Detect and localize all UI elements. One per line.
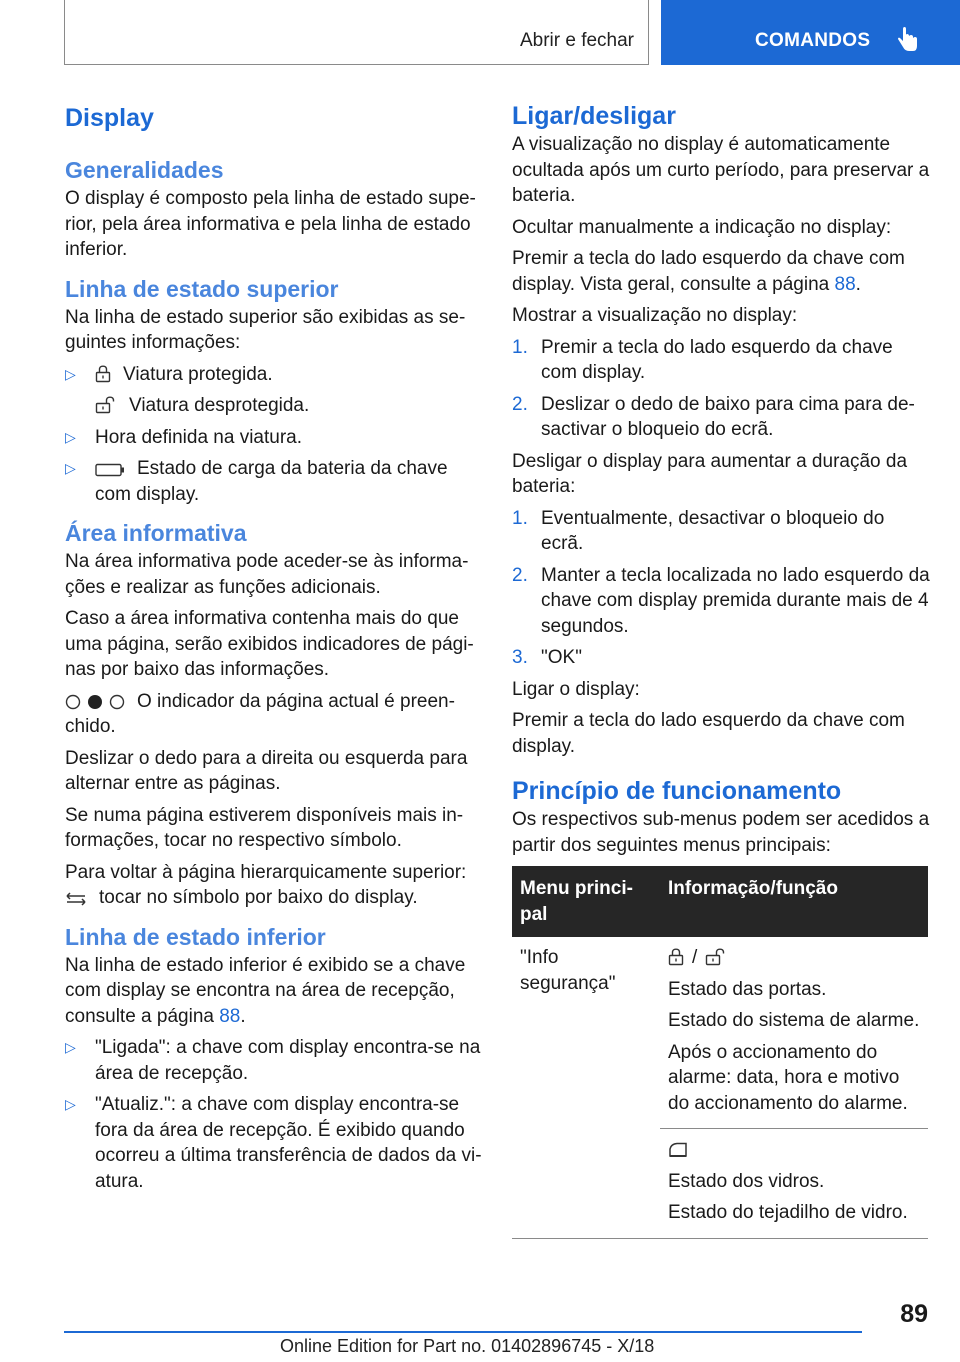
list-item — [65, 362, 483, 388]
window-icon — [668, 1142, 688, 1158]
icon-line — [668, 945, 920, 971]
paragraph: Na linha de estado inferior é exibido se a chave com display se encontra na área de recepção, consulte a página 88. — [65, 954, 466, 1027]
list-item-text: Viatura protegida. — [123, 363, 273, 385]
cell-text: Estado dos vidros. — [668, 1170, 825, 1192]
paragraph — [65, 860, 483, 911]
list-item-text: Hora definida na viatura. — [95, 426, 303, 448]
list-item — [65, 393, 483, 419]
paragraph: Se numa página estiverem disponíveis mais in-formações, tocar no respectivo símbolo. — [65, 804, 464, 851]
list-item-text: Viatura desprotegida. — [129, 395, 310, 416]
paragraph: Premir a tecla do lado esquerdo da chave com display. Vista geral, consulte a página 88. — [512, 248, 905, 295]
list-item — [65, 425, 483, 451]
paragraph: Caso a área informativa contenha mais do que uma página, serão exibidos indicadores de pági-nas por baixo das informações. — [65, 608, 474, 680]
page-indicator-dots-icon — [65, 694, 125, 710]
heading-principio-funcionamento: Princípio de funcionamento — [512, 777, 842, 805]
list-item — [65, 1035, 483, 1086]
bullet-triangle-icon: ▷ — [65, 460, 76, 476]
header-section-box — [64, 0, 649, 65]
menu-table — [512, 866, 928, 1239]
table-header-cell: Informação/função — [660, 866, 928, 937]
header-chapter-title: COMANDOS — [755, 30, 871, 51]
paragraph-text: Premir a tecla do lado esquerdo da chave com display. Vista geral, consulte a página — [512, 248, 905, 295]
paragraph: Ligar o display: — [512, 678, 640, 700]
list-item-text: Manter a tecla localizada no lado esquerdo da chave com display premida durante mais de 4 segundos. — [541, 564, 930, 637]
page-title: Display — [65, 104, 154, 132]
list-item-text: Premir a tecla do lado esquerdo da chave com display. — [541, 336, 893, 383]
list-number: 3. — [512, 647, 528, 668]
table-header-cell: Menu princi-pal — [512, 866, 660, 937]
battery-icon — [95, 463, 125, 477]
paragraph: Premir a tecla do lado esquerdo da chave com display. — [512, 710, 905, 757]
list-item — [512, 335, 930, 386]
heading-linha-estado-inferior: Linha de estado inferior — [65, 923, 326, 950]
footer-divider — [64, 1331, 862, 1333]
list-item-text: "OK" — [541, 647, 582, 668]
list-item — [65, 1092, 483, 1194]
list-item — [512, 506, 930, 557]
lock-open-icon — [705, 948, 727, 966]
pointing-hand-icon — [897, 27, 919, 53]
list-item-text: "Atualiz.": a chave com display encontra-se fora da área de recepção. É exibido quando ocorreu a última transferência de dados da vi-atura. — [95, 1094, 482, 1192]
header-section-title: Abrir e fechar — [519, 30, 634, 51]
paragraph-text: O indicador da página actual é preen-chido. — [65, 690, 455, 737]
paragraph: Deslizar o dedo para a direita ou esquerda para alternar entre as páginas. — [65, 747, 468, 794]
list-item-text: "Ligada": a chave com display encontra-se na área de recepção. — [95, 1037, 481, 1084]
right-column — [512, 100, 930, 1239]
lock-closed-icon — [95, 365, 111, 383]
bullet-triangle-icon: ▷ — [65, 365, 76, 382]
table-header-row — [512, 866, 928, 937]
paragraph: Mostrar a visualização no display: — [512, 305, 798, 326]
paragraph: Os respectivos sub-menus podem ser acedidos a partir dos seguintes menus principais: — [512, 809, 930, 856]
list-item — [512, 645, 930, 671]
cell-text: Estado do tejadilho de vidro. — [668, 1202, 908, 1223]
bullet-triangle-icon: ▷ — [65, 1039, 76, 1055]
footer-edition: Online Edition for Part no. 01402896745 - X/18 — [280, 1336, 655, 1356]
list-number: 1. — [512, 507, 528, 529]
heading-generalidades: Generalidades — [65, 157, 224, 183]
paragraph: Desligar o display para aumentar a duração da bateria: — [512, 450, 908, 497]
paragraph: Na linha de estado superior são exibidas as se-guintes informações: — [65, 306, 466, 353]
back-arrow-icon — [65, 892, 87, 906]
list-item — [65, 456, 483, 507]
list-number: 2. — [512, 393, 528, 415]
paragraph: O display é composto pela linha de estado supe-rior, pela área informativa e pela linha de estado inferior. — [65, 188, 476, 260]
heading-linha-estado-superior: Linha de estado superior — [65, 275, 339, 302]
paragraph — [65, 689, 483, 740]
paragraph: Na área informativa pode aceder-se às informa-ções e realizar as funções adicionais. — [65, 551, 469, 598]
bullet-triangle-icon: ▷ — [65, 1096, 76, 1112]
paragraph: Ocultar manualmente a indicação no display: — [512, 216, 892, 238]
separator-slash: / — [692, 947, 698, 968]
table-cell: "Info segurança" — [512, 937, 660, 1238]
list-number: 1. — [512, 336, 528, 358]
cell-text: Estado das portas. — [668, 978, 827, 1000]
paragraph: A visualização no display é automaticamente ocultada após um curto período, para preservar a bateria. — [512, 134, 930, 206]
left-column — [65, 100, 483, 1200]
list-item — [512, 392, 930, 443]
cell-text: Estado do sistema de alarme. — [668, 1010, 920, 1031]
heading-area-informativa: Área informativa — [65, 520, 247, 546]
cell-text: Após o accionamento do alarme: data, hora e motivo do accionamento do alarme. — [668, 1041, 908, 1114]
paragraph-text: Para voltar à página hierarquicamente superior: — [65, 861, 467, 883]
list-number: 2. — [512, 564, 528, 586]
header-chapter-tab — [661, 0, 960, 65]
table-cell — [660, 937, 928, 1129]
table-row — [512, 937, 928, 1129]
table-cell — [660, 1129, 928, 1239]
list-item — [512, 563, 930, 640]
bullet-triangle-icon: ▷ — [65, 428, 76, 445]
heading-ligar-desligar: Ligar/desligar — [512, 102, 676, 130]
lock-closed-icon — [668, 948, 684, 966]
paragraph-text: Na linha de estado inferior é exibido se a chave com display se encontra na área de recepção, consulte a página — [65, 954, 466, 1027]
list-item-text: Deslizar o dedo de baixo para cima para de-sactivar o bloqueio do ecrã. — [541, 393, 915, 440]
page-link[interactable]: 88 — [219, 1005, 241, 1027]
lock-open-icon — [95, 396, 117, 414]
list-item-text: Eventualmente, desactivar o bloqueio do ecrã. — [541, 507, 885, 554]
page-link[interactable]: 88 — [834, 273, 856, 295]
page-number: 89 — [900, 1300, 928, 1328]
list-item-text: Estado de carga da bateria da chave com display. — [95, 458, 448, 505]
paragraph-text: tocar no símbolo por baixo do display. — [99, 887, 418, 908]
icon-line — [668, 1137, 920, 1163]
